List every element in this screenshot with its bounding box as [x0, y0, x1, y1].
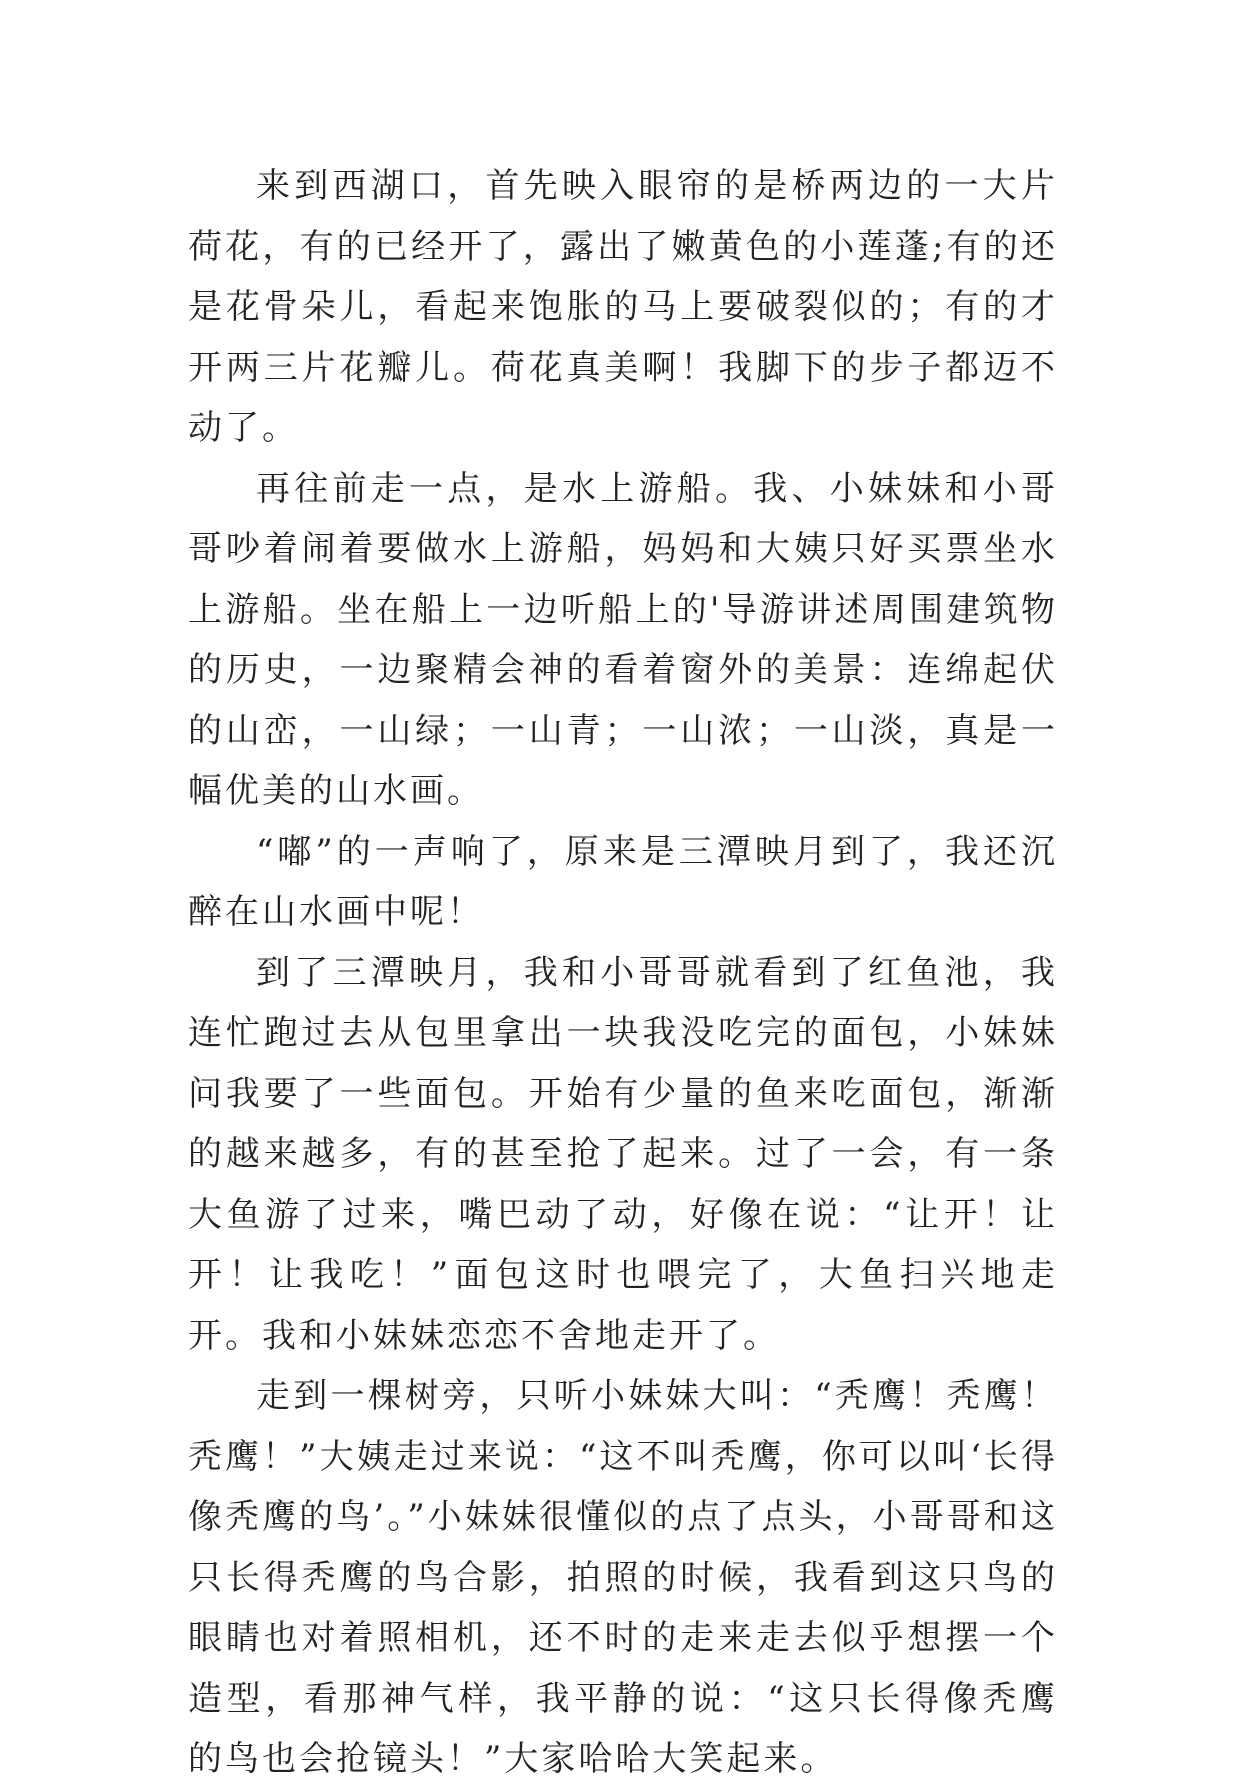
paragraph-4: 到了三潭映月，我和小哥哥就看到了红鱼池，我连忙跑过去从包里拿出一块我没吃完的面包，小妹妹问我要了一些面包。开始有少量的鱼来吃面包，渐渐的越来越多，有的甚至抢了起来。过了一会，有一条大鱼游了过来，嘴巴动了动，好像在说：“让开！让开！让我吃！”面包这时也喂完了，大鱼扫兴地走开。我和小妹妹恋恋不舍地走开了。: [188, 952, 1058, 1356]
paragraph-5: 走到一棵树旁，只听小妹妹大叫：“秃鹰！秃鹰！秃鹰！”大姨走过来说：“这不叫秃鹰，你可以叫‘长得像秃鹰的鸟’。”小妹妹很懂似的点了点头，小哥哥和这只长得秃鹰的鸟合影，拍照的时候，我看到这只鸟的眼睛也对着照相机，还不时的走来走去似乎想摆一个造型，看那神气样，我平静的说：“这只长得像秃鹰的鸟也会抢镜头！”大家哈哈大笑起来。: [188, 1376, 1058, 1779]
paragraph-2: 再往前走一点，是水上游船。我、小妹妹和小哥哥吵着闹着要做水上游船，妈妈和大姨只好买票坐水上游船。坐在船上一边听船上的'导游讲述周围建筑物的历史，一边聚精会神的看着窗外的美景：连绵起伏的山峦，一山绿；一山青；一山浓；一山淡，真是一幅优美的山水画。: [188, 468, 1058, 811]
paragraph-1: 来到西湖口，首先映入眼帘的是桥两边的一大片荷花，有的已经开了，露出了嫩黄色的小莲蓬;有的还是花骨朵儿，看起来饱胀的马上要破裂似的；有的才开两三片花瓣儿。荷花真美啊！我脚下的步子都迈不动了。: [188, 166, 1058, 448]
paragraph-3: “嘟”的一声响了，原来是三潭映月到了，我还沉醉在山水画中呢！: [188, 831, 1058, 932]
document-body: [188, 156, 1058, 1790]
